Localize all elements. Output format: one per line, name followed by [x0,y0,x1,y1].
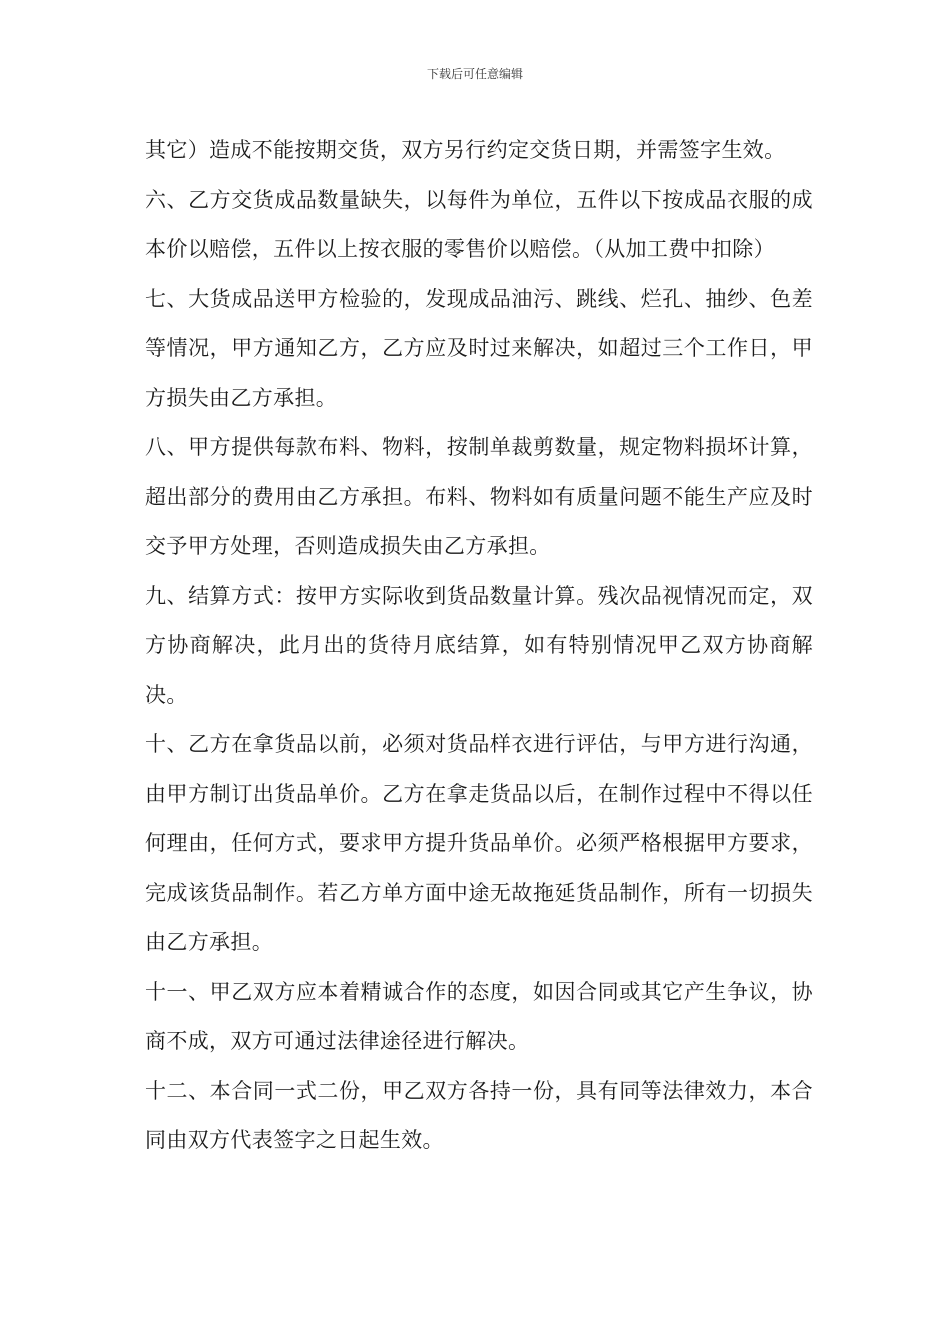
document-body [145,126,813,1166]
paragraph-clause-8: 八、甲方提供每款布料、物料，按制单裁剪数量，规定物料损坏计算，超出部分的费用由乙方承担。布料、物料如有质量问题不能生产应及时交予甲方处理，否则造成损失由乙方承担。 [145,435,813,558]
paragraph-clause-6: 六、乙方交货成品数量缺失，以每件为单位，五件以下按成品衣服的成本价以赔偿，五件以上按衣服的零售价以赔偿。（从加工费中扣除） [145,187,813,261]
paragraph-clause-12: 十二、本合同一式二份，甲乙双方各持一份，具有同等法律效力，本合同由双方代表签字之日起生效。 [145,1078,813,1152]
paragraph-clause-7: 七、大货成品送甲方检验的，发现成品油污、跳线、烂孔、抽纱、色差等情况，甲方通知乙方，乙方应及时过来解决，如超过三个工作日，甲方损失由乙方承担。 [145,286,813,410]
header-note: 下载后可任意编辑 [426,67,523,81]
paragraph-clause-10: 十、乙方在拿货品以前，必须对货品样衣进行评估，与甲方进行沟通，由甲方制订出货品单价。乙方在拿走货品以后，在制作过程中不得以任何理由，任何方式，要求甲方提升货品单价。必须严格根据甲方要求，完成该货品制作。若乙方单方面中途无故拖延货品制作，所有一切损失由乙方承担。 [145,732,813,954]
paragraph-clause-9: 九、结算方式：按甲方实际收到货品数量计算。残次品视情况而定，双方协商解决，此月出的货待月底结算，如有特别情况甲乙双方协商解决。 [145,583,813,707]
paragraph-clause-11: 十一、甲乙双方应本着精诚合作的态度，如因合同或其它产生争议，协商不成，双方可通过法律途径进行解决。 [145,979,813,1053]
paragraph-clause-5-continued: 其它）造成不能按期交货，双方另行约定交货日期，并需签字生效。 [145,138,786,162]
